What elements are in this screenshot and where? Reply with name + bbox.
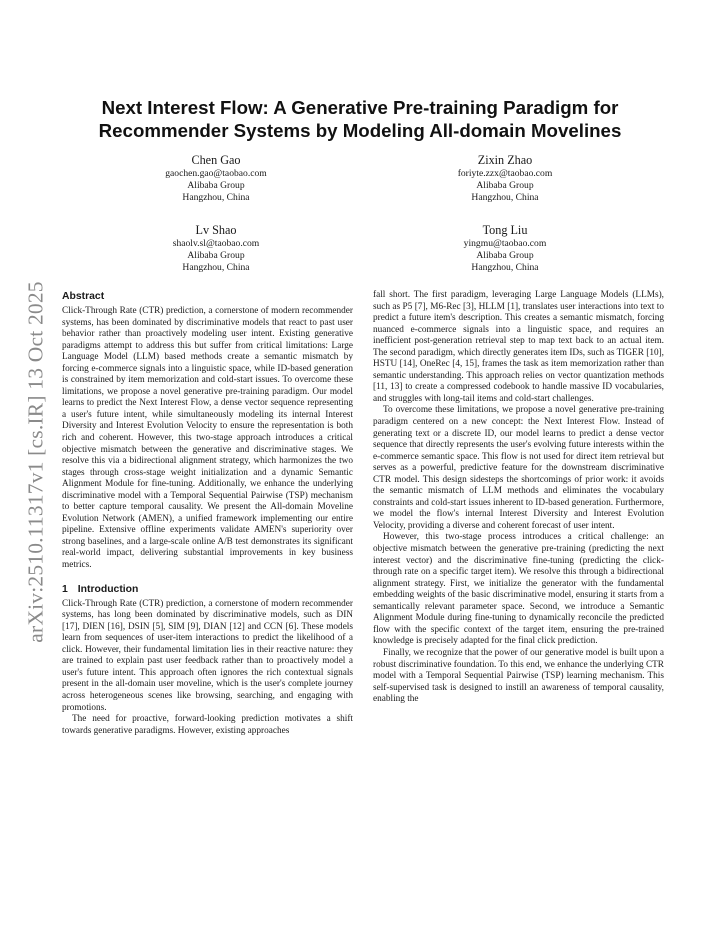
abstract-text: Click-Through Rate (CTR) prediction, a cornerstone of modern recommender systems, has been dominated by discriminative models that react to past user behavior rather than proactively modeling user intent. Existing generative paradigms attempt to address this but suffer from critical limitations: Large Language Model (LLM) based methods create a semantic mismatch by forcing e-commerce signals into a linguistic space, while ID-based generation is constrained by item memorization and cold-start issues. To overcome these limitations, we propose a novel generative pre-training paradigm. Our model learns to predict the Next Interest Flow, a dense vector sequence representing a user's future intent, while simultaneously modeling its internal Interest Diversity and Interest Evolution Velocity to ensure the representation is both rich and coherent. However, this two-stage approach introduces a critical objective mismatch between the generative and discriminative stages. We resolve this via a bidirectional alignment strategy, which harmonizes the two stages through cross-stage weight initialization and a dynamic Semantic Alignment Module for fine-tuning. Additionally, we enhance the underlying discriminative model with a Temporal Sequential Pairwise (TSP) mechanism to better capture temporal causality. We present the All-domain Moveline Evolution Network (AMEN), a unified framework implementing our entire pipeline. Extensive offline experiments validate AMEN's superiority over strong baselines, and a large-scale online A/B test demonstrates its significant real-world impact, delivering substantial improvements in key business metrics. bbox=[62, 306, 353, 571]
author-name: Zixin Zhao bbox=[477, 153, 533, 167]
intro-paragraph-1: Click-Through Rate (CTR) prediction, a cornerstone of modern recommender systems, has long been dominated by discriminative models, such as DIN [17], DIEN [16], DSIN [5], SIM [9], DIAN [12] and CCN [6]. These models learn from sequences of user-item interactions to predict the likelihood of a click. However, their fundamental limitation lies in their reactive nature: they are trained to explain past user feedback rather than to proactively model a user's future intent. This approach often ignores the rich contextual signals present in the all-domain user moveline, which is the user's complete journey across heterogeneous scenes like browsing, searching, and engaging with promotions. bbox=[62, 598, 353, 713]
abstract-heading: Abstract bbox=[62, 291, 105, 302]
section-title: Introduction bbox=[77, 583, 139, 595]
right-paragraph-2: To overcome these limitations, we propose a novel generative pre-training paradigm centered on a new concept: the Next Interest Flow. Instead of generating text or a discrete ID, our model learns to predict a dense vector sequence that directly represents the user's evolving future interests within the e-commerce semantic space. This flow is not used for direct item retrieval but serves as a powerful, predictive feature for the downstream discriminative CTR model. This design sidesteps the shortcomings of prior work: it avoids the semantic mismatch of LLM methods and eliminates the vocabulary constraints and cold-start issues inherent to ID-based generation. Furthermore, we model the flow's internal Interest Diversity and Interest Evolution Velocity, providing a diverse and coherent forecast of user intent. bbox=[373, 405, 664, 531]
author-city: Hangzhou, China bbox=[471, 191, 539, 203]
right-column bbox=[373, 290, 664, 706]
author-email: gaochen.gao@taobao.com bbox=[165, 168, 267, 179]
author-name: Lv Shao bbox=[195, 223, 237, 237]
paper-title bbox=[62, 96, 658, 142]
introduction-heading bbox=[62, 583, 353, 596]
author-block-1 bbox=[96, 153, 336, 203]
title-line-2: Recommender Systems by Modeling All-domain Movelines bbox=[98, 120, 622, 141]
author-city: Hangzhou, China bbox=[471, 261, 539, 273]
author-city: Hangzhou, China bbox=[182, 191, 250, 203]
section-number: 1 bbox=[62, 583, 68, 595]
right-paragraph-1: fall short. The first paradigm, leveraging Large Language Models (LLMs), such as P5 [7], M6-Rec [3], HLLM [1], translates user interactions into text to predict a future item's description. This creates a semantic mismatch, forcing nuanced e-commerce signals into a linguistic space, and requires an inefficient post-generation retrieval step to map text back to an actual item. The second paradigm, which directly generates item IDs, such as TIGER [10], HSTU [14], OneRec [4, 15], frames the task as item memorization rather than semantic understanding. This approach relies on vector quantization methods [11, 13] to create a compressed codebook to handle massive ID vocabularies, and struggles with long-tail items and cold-start challenges. bbox=[373, 290, 664, 404]
author-email: shaolv.sl@taobao.com bbox=[172, 238, 260, 249]
author-org: Alibaba Group bbox=[187, 179, 245, 191]
title-line-1: Next Interest Flow: A Generative Pre-training Paradigm for bbox=[101, 97, 619, 118]
left-column bbox=[62, 290, 353, 737]
author-name: Chen Gao bbox=[191, 153, 241, 167]
author-email: yingmu@taobao.com bbox=[463, 238, 547, 249]
arxiv-id: arXiv:2510.11317v1 [cs.IR] 13 Oct 2025 bbox=[23, 281, 48, 643]
arxiv-identifier-sidebar bbox=[14, 262, 58, 662]
author-city: Hangzhou, China bbox=[182, 261, 250, 273]
right-paragraph-3: However, this two-stage process introduces a critical challenge: an objective mismatch between the generative pre-training (predicting the next interest vector) and the discriminative fine-tuning (predicting the click-through rate on a specific target item). We resolve this through a bidirectional alignment strategy. First, we initialize the generator with the fundamental embedding weights of the basic discriminative model, ensuring it starts from a semantically relevant parameter space. Second, we introduce a Semantic Alignment Module during fine-tuning to dynamically reconcile the predicted flow with the specific context of the target item, ensuring the pre-trained knowledge is precisely adapted for the final click prediction. bbox=[373, 532, 664, 647]
author-org: Alibaba Group bbox=[476, 249, 534, 261]
author-name: Tong Liu bbox=[482, 223, 528, 237]
intro-paragraph-2: The need for proactive, forward-looking prediction motivates a shift towards generative paradigms. However, existing approaches bbox=[62, 714, 353, 736]
author-org: Alibaba Group bbox=[187, 249, 245, 261]
author-block-3 bbox=[96, 223, 336, 273]
author-org: Alibaba Group bbox=[476, 179, 534, 191]
author-email: foriyte.zzx@taobao.com bbox=[457, 168, 553, 179]
author-block-4 bbox=[385, 223, 625, 273]
right-paragraph-4: Finally, we recognize that the power of our generative model is built upon a robust discriminative foundation. To this end, we enhance the underlying CTR model with a Temporal Sequential Pairwise (TSP) learning mechanism. This self-supervised task is designed to instill an awareness of temporal causality, enabling the bbox=[373, 647, 664, 705]
author-block-2 bbox=[385, 153, 625, 203]
